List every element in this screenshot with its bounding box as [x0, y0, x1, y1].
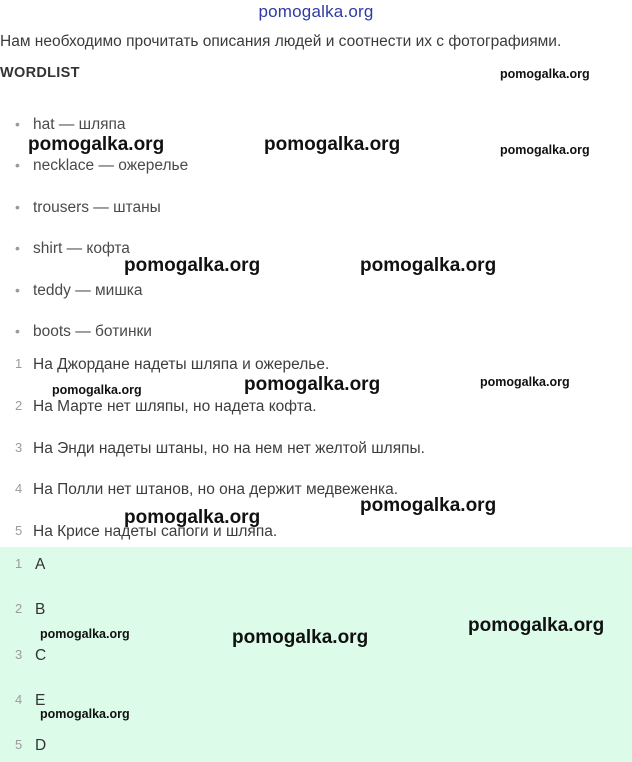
- watermark: pomogalka.org: [40, 707, 130, 721]
- task-intro: Нам необходимо прочитать описания людей и соотнести их с фотографиями.: [0, 33, 562, 50]
- answer-letter: B: [35, 601, 46, 618]
- watermark: pomogalka.org: [500, 143, 590, 157]
- bullet-icon: •: [15, 240, 20, 256]
- header-watermark: pomogalka.org: [258, 2, 374, 21]
- answer-number: 2: [15, 601, 23, 616]
- wordlist-title: WORDLIST: [0, 65, 80, 81]
- wordlist-item-text: necklace — ожерелье: [33, 157, 189, 174]
- answer-number: 4: [15, 692, 23, 707]
- watermark: pomogalka.org: [468, 615, 605, 636]
- wordlist-item-text: hat — шляпа: [33, 116, 126, 133]
- wordlist-item-text: boots — ботинки: [33, 323, 152, 340]
- statement-number: 3: [15, 440, 23, 455]
- watermark: pomogalka.org: [244, 374, 381, 395]
- bullet-icon: •: [15, 282, 20, 298]
- watermark: pomogalka.org: [232, 627, 369, 648]
- answer-number: 1: [15, 556, 23, 571]
- statement-text: На Крисе надеты сапоги и шляпа.: [33, 523, 278, 540]
- answer-letter: C: [35, 647, 47, 664]
- bullet-icon: •: [15, 199, 20, 215]
- statement-text: На Энди надеты штаны, но на нем нет желтой шляпы.: [33, 440, 425, 457]
- bullet-icon: •: [15, 157, 20, 173]
- answer-letter: D: [35, 737, 47, 754]
- answers-panel: [0, 547, 632, 762]
- statement-text: На Джордане надеты шляпа и ожерелье.: [33, 356, 330, 373]
- watermark: pomogalka.org: [500, 67, 590, 81]
- statement-text: На Марте нет шляпы, но надета кофта.: [33, 398, 317, 415]
- statement-number: 2: [15, 398, 23, 413]
- statement-text: На Полли нет штанов, но она держит медвеженка.: [33, 481, 399, 498]
- watermark: pomogalka.org: [40, 627, 130, 641]
- answer-letter: E: [35, 692, 46, 709]
- watermark: pomogalka.org: [52, 383, 142, 397]
- wordlist-item-text: trousers — штаны: [33, 199, 161, 216]
- watermark: pomogalka.org: [480, 375, 570, 389]
- watermark: pomogalka.org: [124, 507, 261, 528]
- statement-number: 5: [15, 523, 23, 538]
- statement-number: 1: [15, 356, 23, 371]
- watermark: pomogalka.org: [360, 255, 497, 276]
- bullet-icon: •: [15, 323, 20, 339]
- bullet-icon: •: [15, 116, 20, 132]
- watermark: pomogalka.org: [124, 255, 261, 276]
- answer-number: 3: [15, 647, 23, 662]
- wordlist-item-text: teddy — мишка: [33, 282, 143, 299]
- answer-letter: A: [35, 556, 46, 573]
- watermark: pomogalka.org: [28, 134, 165, 155]
- watermark: pomogalka.org: [360, 495, 497, 516]
- answer-number: 5: [15, 737, 23, 752]
- wordlist-item-text: shirt — кофта: [33, 240, 130, 257]
- watermark: pomogalka.org: [264, 134, 401, 155]
- statement-number: 4: [15, 481, 23, 496]
